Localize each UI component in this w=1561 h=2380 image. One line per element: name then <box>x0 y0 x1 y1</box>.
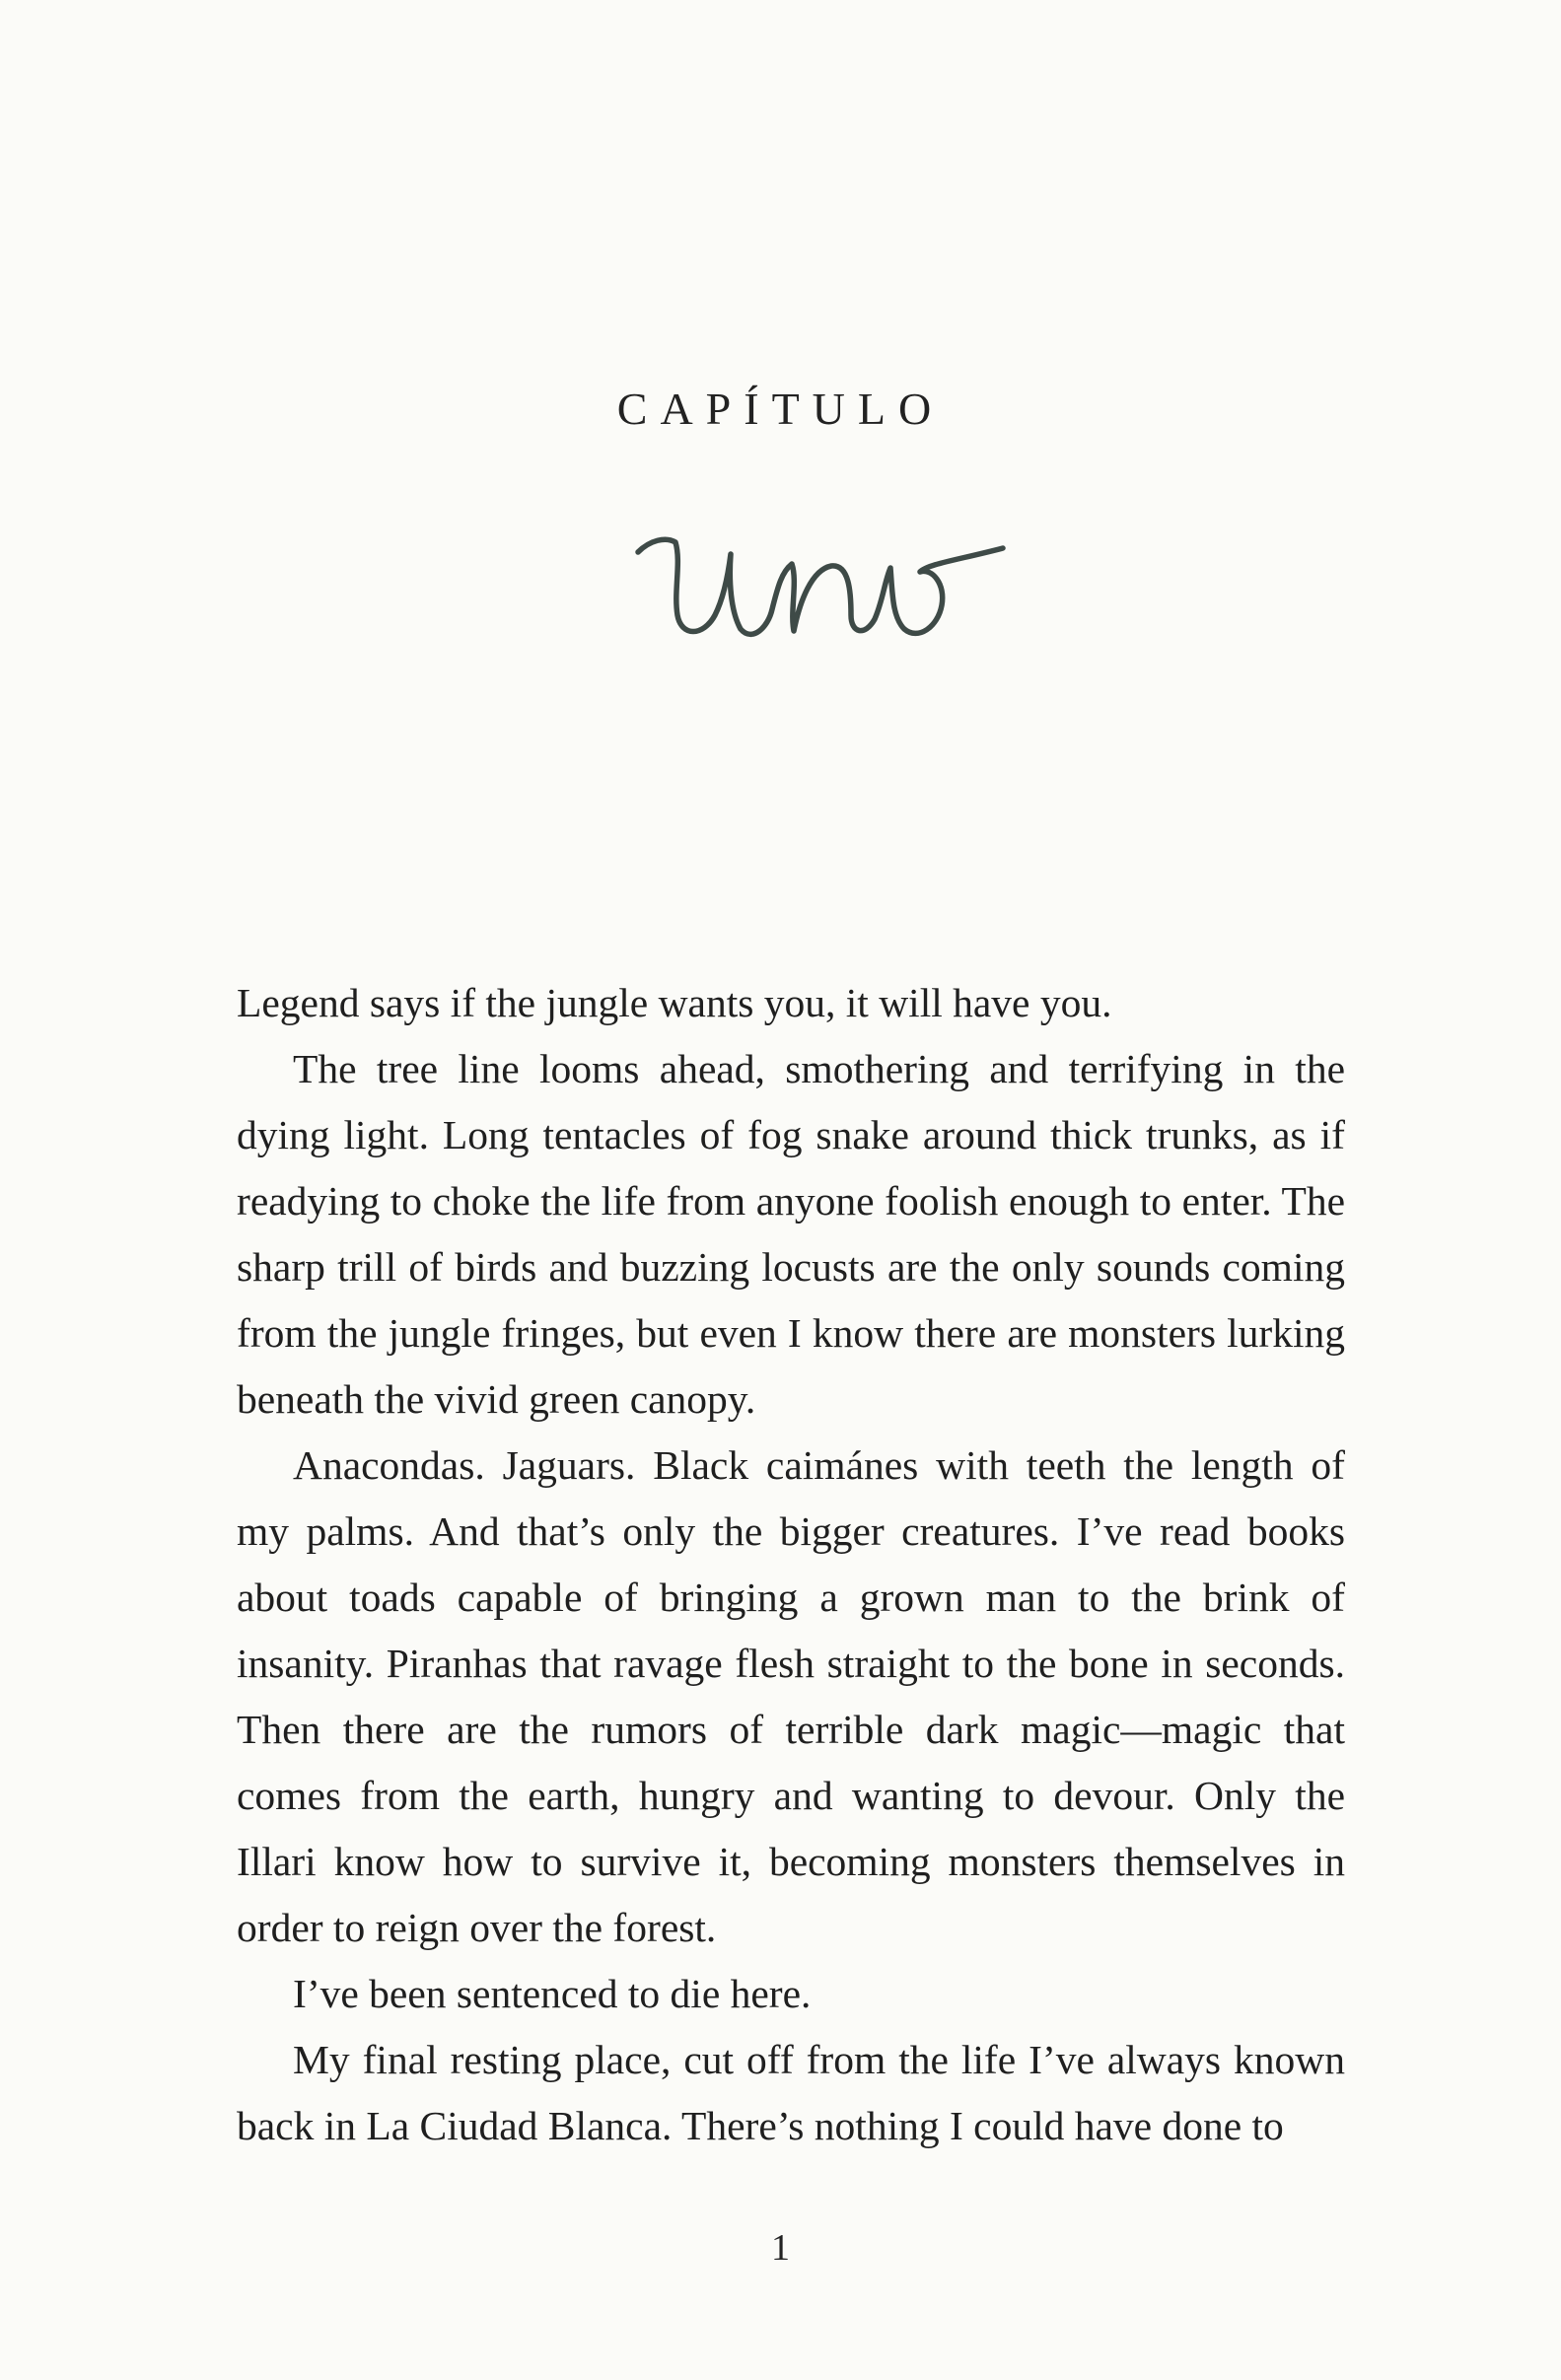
chapter-number-script <box>632 513 1007 651</box>
paragraph-2: The tree line looms ahead, smothering and terrifying in the dying light. Long tentacles of fog snake around thick trunks, as if readying to choke the life from anyone foolish enough to enter. The sharp trill of birds and buzzing locusts are the only sounds coming from the jungle fringes, but even I know there are monsters lurking beneath the vivid green canopy. <box>237 1046 1345 1422</box>
chapter-number-script-stroke <box>638 539 1003 634</box>
paragraph-5: My final resting place, cut off from the life I’ve always known back in La Ciudad Blanca. There’s nothing I could have done to <box>237 2037 1345 2148</box>
paragraph-1: Legend says if the jungle wants you, it will have you. <box>237 980 1112 1025</box>
paragraph-4: I’ve been sentenced to die here. <box>293 1971 812 2016</box>
paragraph-3: Anacondas. Jaguars. Black caimánes with teeth the length of my palms. And that’s only the bigger creatures. I’ve read books about toads capable of bringing a grown man to the brink of insanity. Piranhas that ravage flesh straight to the bone in seconds. Then there are the rumors of terrible dark magic—magic that comes from the earth, hungry and wanting to devour. Only the Illari know how to survive it, becoming monsters themselves in order to reign over the forest. <box>237 1442 1345 1950</box>
chapter-body <box>237 970 1345 2159</box>
chapter-heading: CAPÍTULO <box>616 384 945 434</box>
page-number: 1 <box>771 2227 790 2269</box>
